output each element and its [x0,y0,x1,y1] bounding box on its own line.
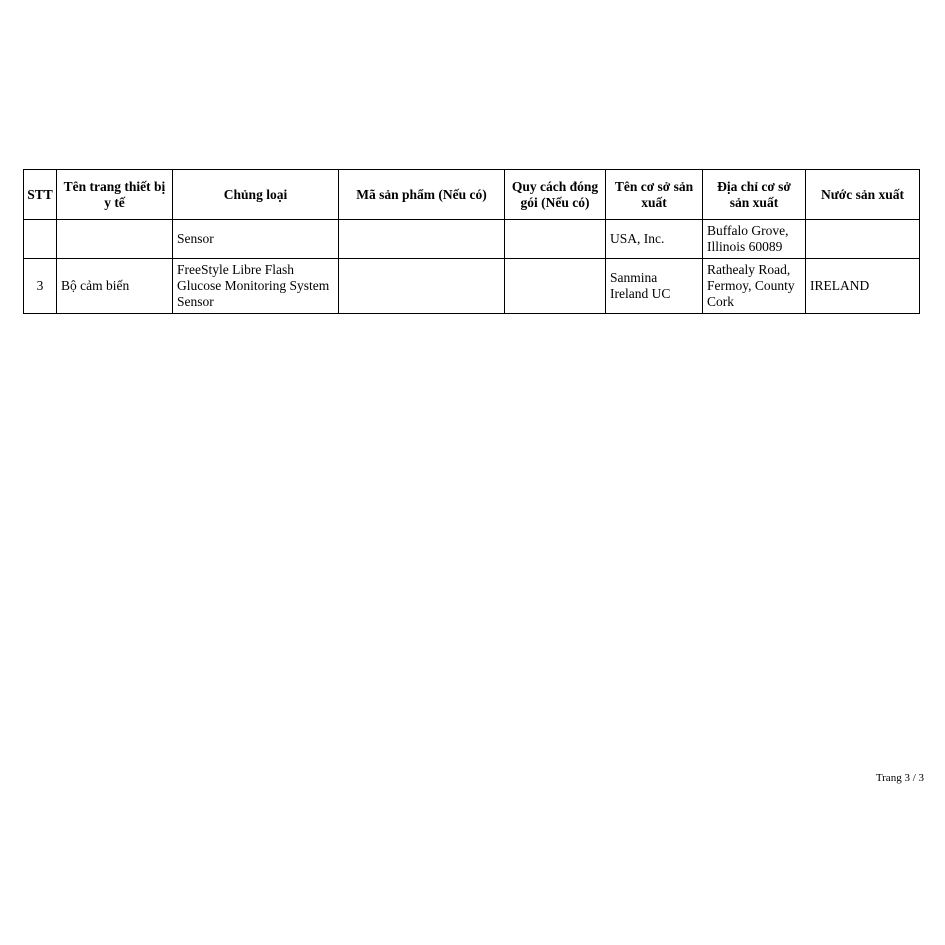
cell-packaging [505,259,606,314]
page-indicator: Trang 3 / 3 [875,772,924,784]
header-packaging: Quy cách đóng gói (Nếu có) [505,170,606,220]
cell-packaging [505,220,606,259]
table-row [24,259,920,314]
cell-manufacturer: USA, Inc. [606,220,703,259]
cell-stt: 3 [24,259,57,314]
cell-product-code [339,220,505,259]
device-table [23,169,920,314]
header-category: Chủng loại [173,170,339,220]
table-header-row [24,170,920,220]
header-manufacturer: Tên cơ sở sản xuất [606,170,703,220]
header-device-name: Tên trang thiết bị y tế [57,170,173,220]
cell-manufacturer: Sanmina Ireland UC [606,259,703,314]
cell-country: IRELAND [806,259,920,314]
cell-device-name [57,220,173,259]
cell-manufacturer-address: Buffalo Grove, Illinois 60089 [703,220,806,259]
header-manufacturer-address: Địa chỉ cơ sở sản xuất [703,170,806,220]
cell-stt [24,220,57,259]
cell-product-code [339,259,505,314]
cell-category: FreeStyle Libre Flash Glucose Monitoring System Sensor [173,259,339,314]
header-product-code: Mã sản phẩm (Nếu có) [339,170,505,220]
table-row [24,220,920,259]
cell-category: Sensor [173,220,339,259]
header-stt: STT [24,170,57,220]
header-country: Nước sản xuất [806,170,920,220]
cell-manufacturer-address: Rathealy Road, Fermoy, County Cork [703,259,806,314]
cell-country [806,220,920,259]
cell-device-name: Bộ cảm biến [57,259,173,314]
